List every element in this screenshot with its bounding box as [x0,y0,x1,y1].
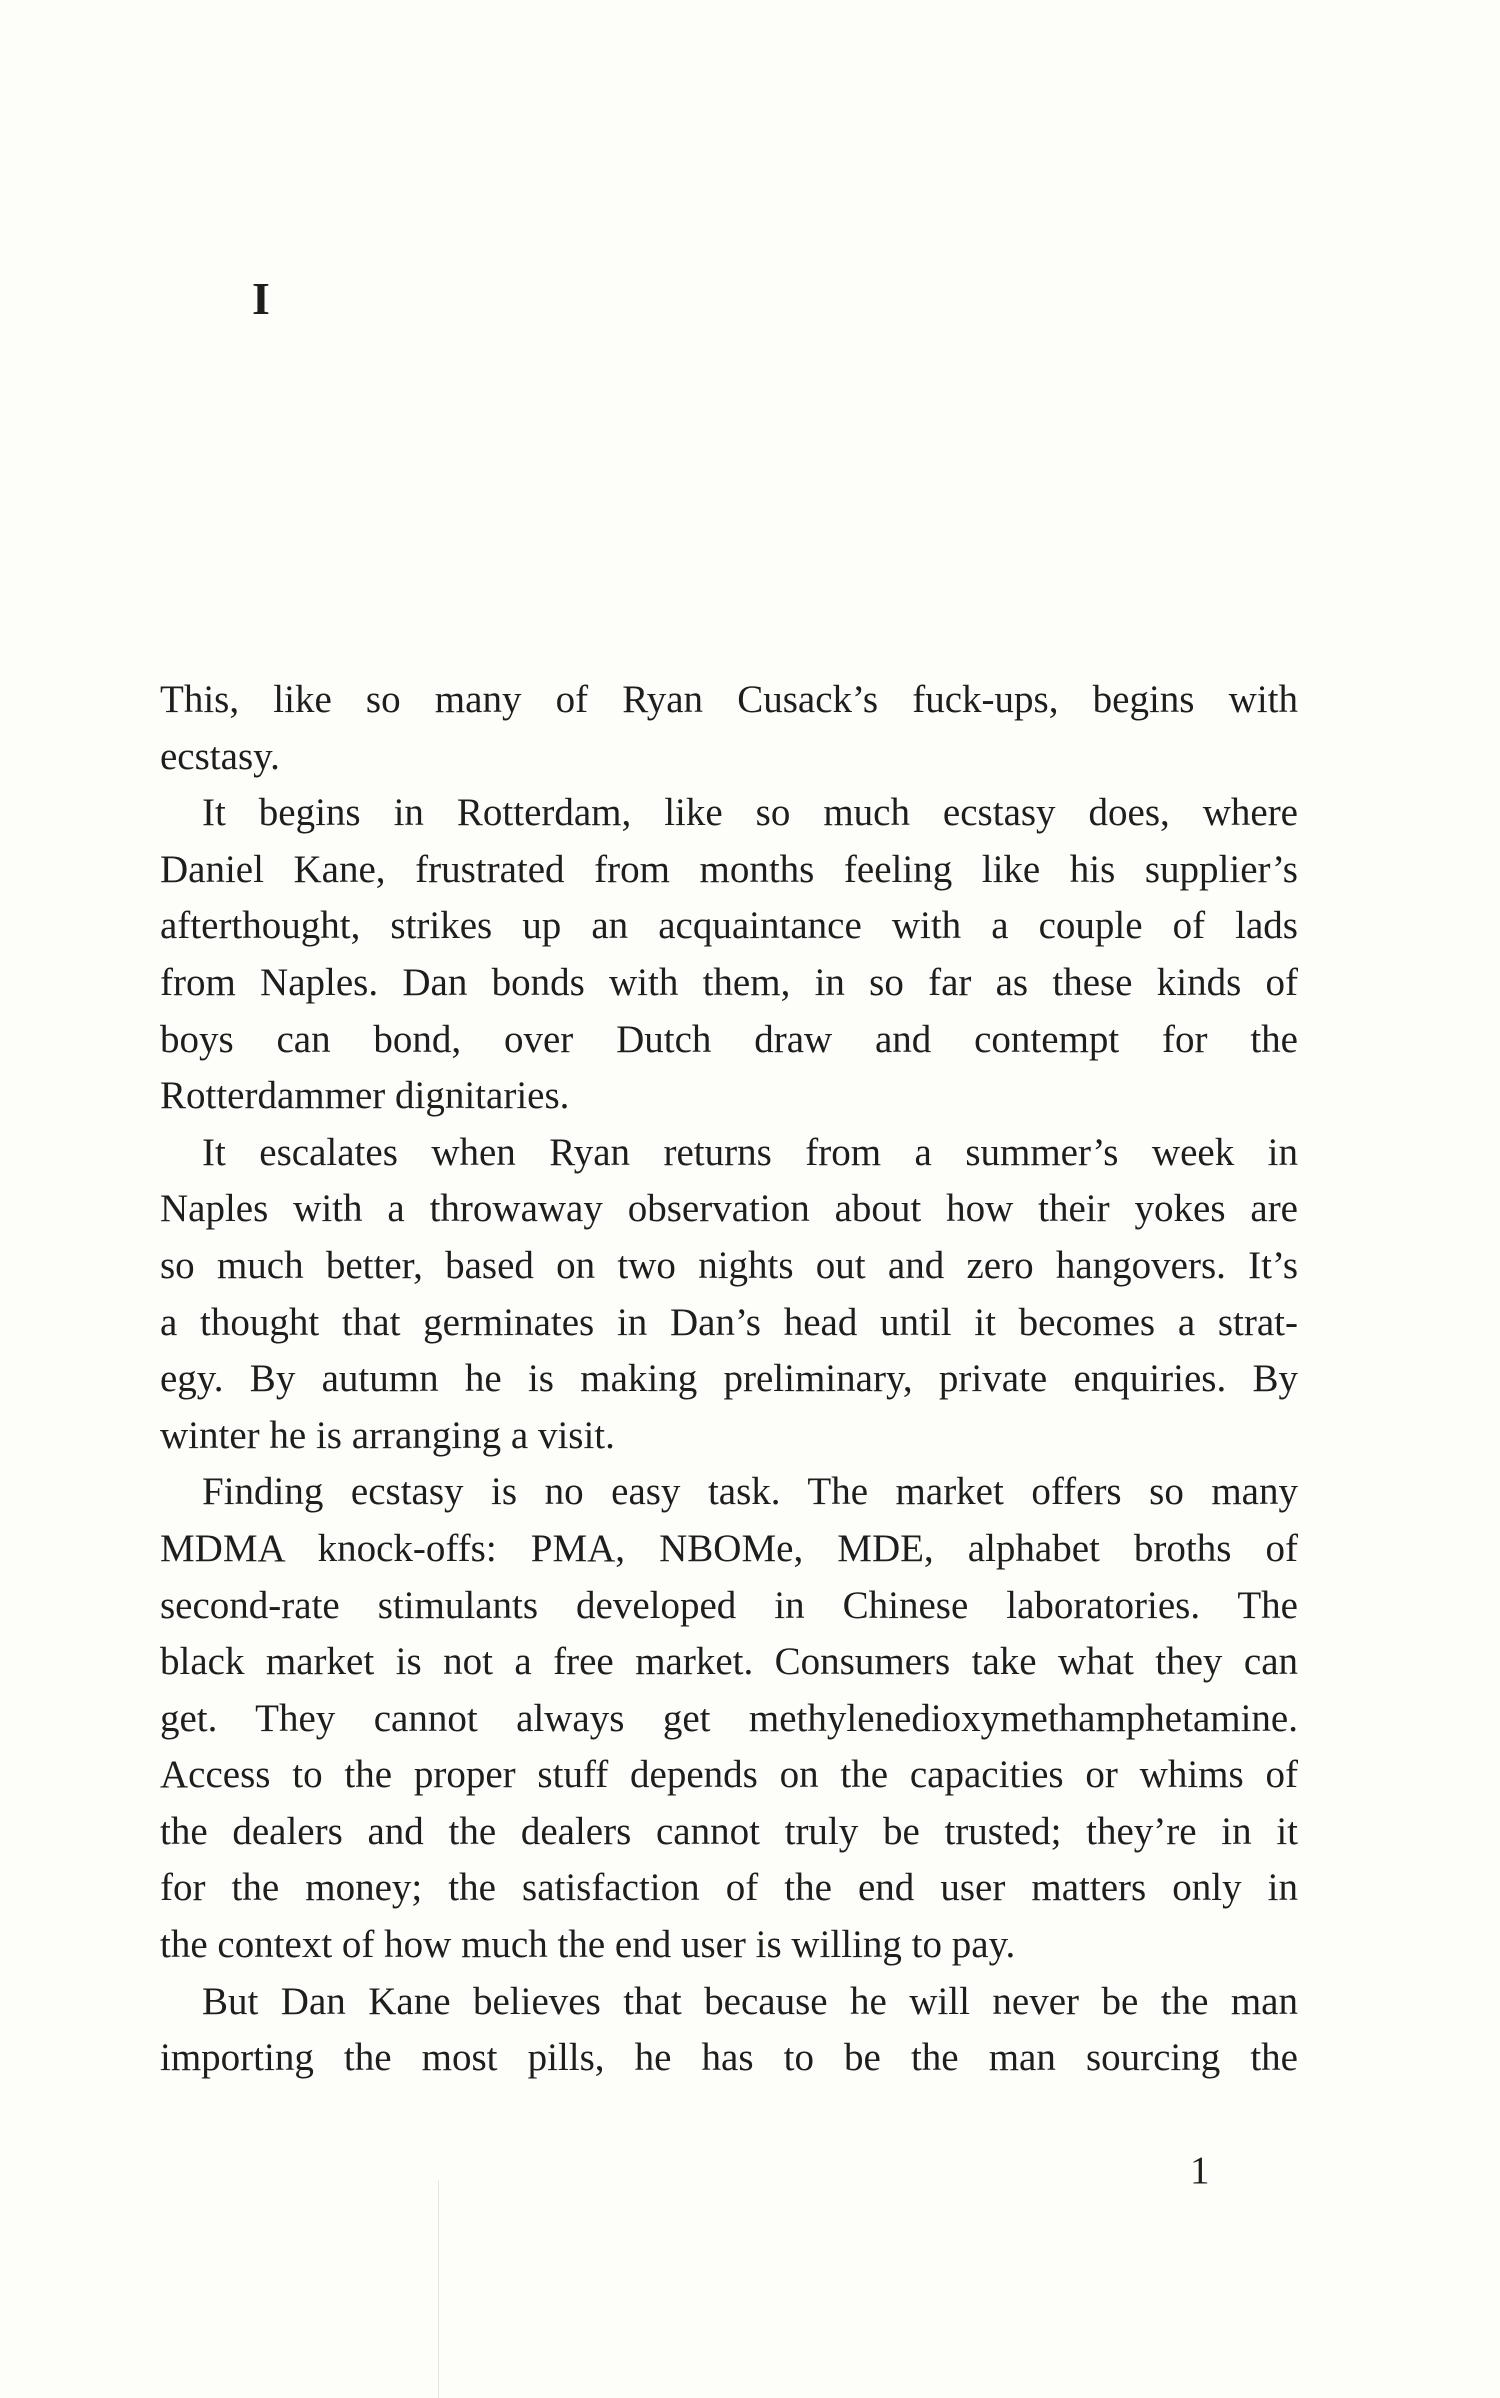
text-line: egy. By autumn he is making preliminary, private enquiries. By [160,1357,1298,1401]
paragraph [160,1125,1298,1465]
text-line: winter he is arranging a visit. [160,1413,615,1457]
text-line: Naples with a throwaway observation about how their yokes are [160,1187,1298,1231]
text-line: Daniel Kane, frustrated from months feeling like his supplier’s [160,847,1298,891]
text-line: black market is not a free market. Consumers take what they can [160,1640,1298,1684]
text-line: a thought that germinates in Dan’s head until it becomes a strat- [160,1300,1298,1344]
text-line: get. They cannot always get methylenedioxymethamphetamine. [160,1696,1298,1740]
body-text [160,672,1298,2087]
text-line: MDMA knock-offs: PMA, NBOMe, MDE, alphabet broths of [160,1526,1298,1570]
paragraph [160,1974,1298,2087]
text-line: This, like so many of Ryan Cusack’s fuck-ups, begins with [160,678,1298,721]
page-number: 1 [1190,2149,1210,2192]
text-line: But Dan Kane believes that because he will never be the man [202,1979,1298,2023]
paragraph [160,785,1298,1125]
text-line: importing the most pills, he has to be the man sourcing the [160,2036,1298,2080]
text-line: from Naples. Dan bonds with them, in so far as these kinds of [160,960,1298,1004]
text-line: for the money; the satisfaction of the end user matters only in [160,1866,1298,1910]
text-line: Finding ecstasy is no easy task. The market offers so many [202,1470,1298,1514]
text-line: the dealers and the dealers cannot truly be trusted; they’re in it [160,1809,1298,1853]
paragraph [160,672,1298,785]
text-line: the context of how much the end user is willing to pay. [160,1923,1016,1967]
chapter-number: I [252,273,270,324]
text-line: ecstasy. [160,734,280,778]
text-line: so much better, based on two nights out and zero hangovers. It’s [160,1243,1298,1287]
text-line: Rotterdammer dignitaries. [160,1074,570,1118]
page-crease [438,2180,439,2398]
text-line: Access to the proper stuff depends on the capacities or whims of [160,1753,1298,1797]
paragraph [160,1464,1298,1973]
text-line: second-rate stimulants developed in Chinese laboratories. The [160,1583,1298,1627]
text-line: afterthought, strikes up an acquaintance with a couple of lads [160,904,1298,948]
text-line: boys can bond, over Dutch draw and contempt for the [160,1017,1298,1061]
text-line: It begins in Rotterdam, like so much ecstasy does, where [202,791,1298,835]
text-line: It escalates when Ryan returns from a summer’s week in [202,1130,1298,1174]
